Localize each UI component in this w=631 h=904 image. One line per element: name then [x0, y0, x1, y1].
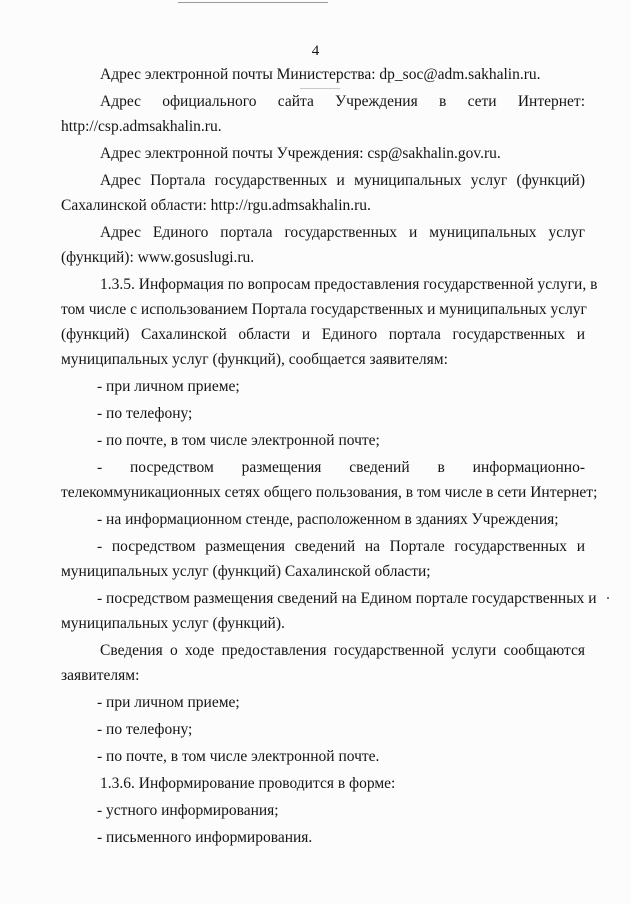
- paragraph-institution-site: Адрес официального сайта Учреждения в сети Интернет:: [100, 93, 585, 110]
- list-item: - посредством размещения сведений на Едином портале государственных и: [97, 590, 597, 607]
- list-item: - при личном приеме;: [97, 378, 240, 395]
- list-item: - по почте, в том числе электронной почте;: [97, 432, 380, 449]
- paragraph-institution-email: Адрес электронной почты Учреждения: csp@sakhalin.gov.ru.: [100, 145, 501, 162]
- list-item: - на информационном стенде, расположенном в зданиях Учреждения;: [97, 511, 559, 528]
- list-item: - по телефону;: [97, 721, 193, 738]
- page-number: 4: [311, 43, 320, 59]
- paragraph-regional-portal-url: Сахалинской области: http://rgu.admsakhalin.ru.: [61, 197, 371, 214]
- list-item: - письменного информирования.: [97, 829, 313, 846]
- paragraph-unified-portal-url: (функций): www.gosuslugi.ru.: [61, 249, 255, 266]
- scan-artifact: [178, 2, 328, 3]
- paragraph-regional-portal: Адрес Портала государственных и муниципальных услуг (функций): [100, 172, 585, 189]
- paragraph-1-3-5-line: том числе с использованием Портала государственных и муниципальных услуг: [61, 301, 587, 318]
- list-item-continuation: муниципальных услуг (функций) Сахалинской области;: [61, 563, 431, 580]
- list-item: - по почте, в том числе электронной почте.: [97, 748, 380, 765]
- paragraph-institution-site-url: http://csp.admsakhalin.ru.: [61, 118, 222, 135]
- paragraph-1-3-6: 1.3.6. Информирование проводится в форме:: [100, 775, 396, 792]
- paragraph-progress-info: Сведения о ходе предоставления государственной услуги сообщаются: [100, 642, 585, 659]
- scan-artifact: [607, 597, 609, 599]
- paragraph-unified-portal: Адрес Единого портала государственных и муниципальных услуг: [100, 224, 585, 241]
- list-item: - при личном приеме;: [97, 694, 240, 711]
- paragraph-progress-info-line: заявителям:: [61, 667, 140, 684]
- list-item-continuation: муниципальных услуг (функций).: [61, 615, 285, 632]
- list-item: - посредством размещения сведений на Портале государственных и: [97, 538, 585, 555]
- paragraph-1-3-5-line: (функций) Сахалинской области и Единого портала государственных и: [61, 326, 585, 343]
- list-item: - устного информирования;: [97, 802, 279, 819]
- list-item: - по телефону;: [97, 405, 193, 422]
- paragraph-1-3-5: 1.3.5. Информация по вопросам предоставления государственной услуги, в: [100, 276, 598, 293]
- paragraph-1-3-5-line: муниципальных услуг (функций), сообщается заявителям:: [61, 351, 448, 368]
- list-item: - посредством размещения сведений в информационно-: [97, 459, 585, 476]
- list-item-continuation: телекоммуникационных сетях общего пользования, в том числе в сети Интернет;: [61, 484, 598, 501]
- paragraph-ministry-email: Адрес электронной почты Министерства: dp_soc@adm.sakhalin.ru.: [100, 66, 541, 83]
